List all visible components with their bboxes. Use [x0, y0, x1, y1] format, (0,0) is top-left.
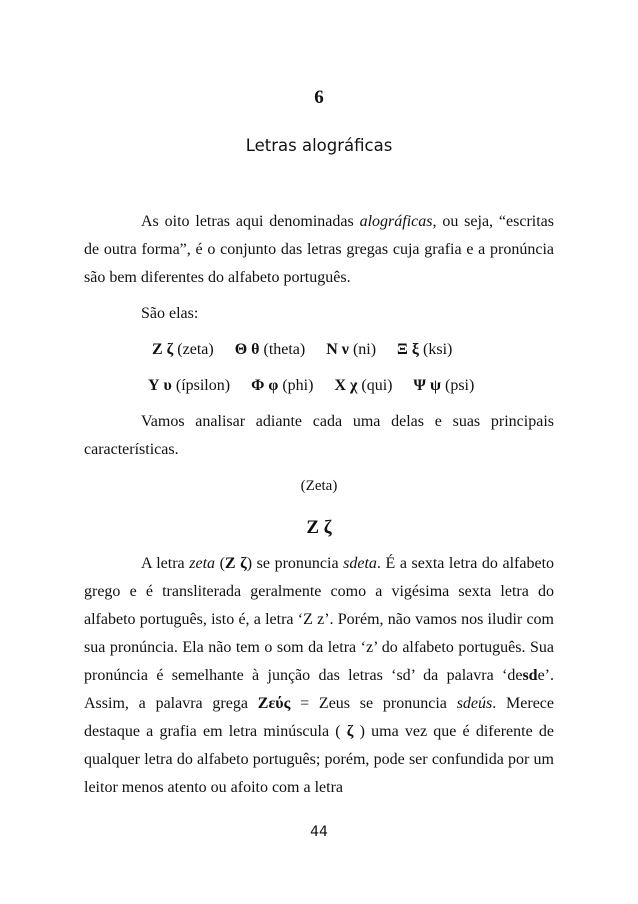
emphasis: zeta	[189, 555, 216, 572]
letter-name: (phi)	[278, 377, 314, 394]
greek-letter: Ξ ξ	[397, 341, 420, 358]
greek-letter: Ν ν	[326, 341, 349, 358]
chapter-number: 6	[314, 87, 324, 108]
letter-item	[326, 341, 376, 358]
page-number: 44	[310, 824, 328, 840]
text-run: . É a sexta letra do alfabeto grego e é transliterada geralmente como a vigésima sexta letra do alfabeto português, isto é, a letra ‘Z z’. Porém, não vamos nos iludir com sua pronúncia. Ela não tem o som da letra ‘z’ do alfabeto português. Sua pronúncia é semelhante à junção das letras ‘sd’ da palavra ‘de	[84, 555, 555, 684]
greek-letter: Ζ ζ	[152, 341, 174, 358]
greek-letter: ζ	[346, 723, 354, 740]
bold-run: sd	[522, 667, 538, 684]
greek-letter: Φ φ	[251, 377, 279, 394]
letter-item	[152, 341, 214, 358]
text-run: = Zeus se pronuncia	[290, 695, 457, 712]
letter-name: (theta)	[259, 341, 306, 358]
greek-letter: Θ θ	[234, 341, 260, 358]
letter-name: (ni)	[348, 341, 377, 358]
letter-item	[251, 377, 313, 394]
letter-item	[148, 377, 230, 394]
greek-letter: Ψ ψ	[413, 377, 441, 394]
letter-name: (psi)	[440, 377, 475, 394]
letters-row-2	[84, 372, 554, 400]
list-intro: São elas:	[141, 305, 199, 322]
letter-name: (qui)	[357, 377, 393, 394]
letter-item	[334, 377, 392, 394]
chapter-title: Letras alográficas	[245, 136, 393, 155]
section-label: (Zeta)	[300, 478, 338, 494]
text-run: e’. Assim, a palavra grega	[84, 667, 554, 712]
page-body	[84, 208, 554, 802]
text-run: . Merece destaque a grafia em letra minúscula (	[84, 695, 554, 740]
paragraph-zeta	[84, 550, 554, 802]
text-run: , ou seja, “escritas de outra forma”, é o conjunto das letras gregas cuja grafia e a pronúncia são bem diferentes do alfabeto português.	[84, 213, 554, 286]
paragraph-intro	[84, 208, 554, 292]
letter-name: (zeta)	[173, 341, 214, 358]
letter-item	[235, 341, 306, 358]
section-heading-letter: Ζ ζ	[306, 517, 332, 538]
greek-letter: Υ υ	[148, 377, 172, 394]
emphasis: alográficas	[359, 213, 433, 230]
greek-word: Ζεύς	[257, 695, 291, 712]
paragraph-analysis: Vamos analisar adiante cada uma delas e suas principais características.	[84, 413, 554, 458]
text-run: (	[215, 555, 225, 572]
emphasis: sdeús	[456, 695, 493, 712]
text-run: A letra	[141, 555, 190, 572]
greek-letter: Χ χ	[334, 377, 358, 394]
letter-item	[414, 377, 475, 394]
letter-name: (ípsilon)	[171, 377, 231, 394]
emphasis: sdeta	[343, 555, 377, 572]
text-run: ) uma vez que é diferente de qualquer letra do alfabeto português; porém, pode ser confundida por um leitor menos atento ou afoito com a letra	[84, 723, 554, 796]
letter-name: (ksi)	[419, 341, 453, 358]
greek-letter: Ζ ζ	[224, 555, 247, 572]
text-run: ) se pronuncia	[246, 555, 344, 572]
text-run: As oito letras aqui denominadas	[141, 213, 360, 230]
letters-row-1	[84, 336, 554, 364]
letter-item	[397, 341, 452, 358]
